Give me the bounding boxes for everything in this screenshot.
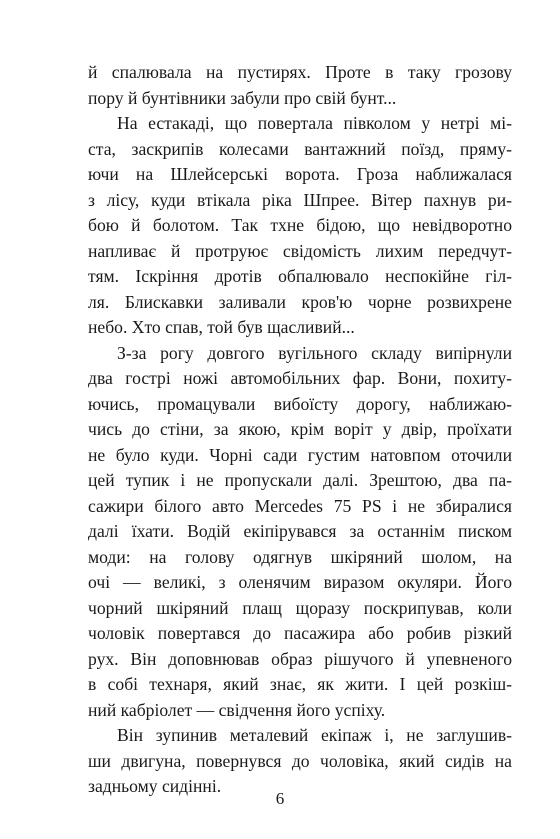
text-line: небо. Хто спав, той був щасливий...: [88, 317, 355, 337]
text-line: Він зупинив металевий екіпаж і, не заглушив-: [117, 725, 512, 745]
text-line: чорний шкіряний плащ щоразу поскрипував, коли: [88, 597, 512, 618]
text-line: ючи на Шлейсерські ворота. Гроза наближалася: [88, 164, 512, 184]
text-line: далі їхати. Водій екіпірувався за останнім писком: [88, 521, 512, 541]
text-line: ний кабріолет — свідчення його успіху.: [88, 699, 386, 720]
text-line: задньому сидінні.: [88, 776, 222, 796]
paragraph: [88, 111, 512, 341]
text-line: На естакаді, що повертала півколом у нетрі мі-: [117, 113, 512, 133]
text-line: ля. Блискавки заливали кров'ю чорне розвихрене: [88, 291, 512, 312]
page-number: 6: [275, 789, 285, 808]
text-line: чоловік повертався до пасажира або робив різкий: [88, 623, 512, 643]
text-line: З-за рогу довгого вугільного складу випірнули: [117, 342, 512, 363]
text-line: моди: на голову одягнув шкіряний шолом, на: [88, 546, 512, 567]
text-line: чись до стіни, за якою, крім воріт у двір, проїхати: [88, 419, 512, 439]
text-line: цей тупик і не пропускали далі. Зрештою, два па-: [88, 470, 512, 490]
text-line: ши двигуна, повернувся до чоловіка, який сидів на: [88, 750, 512, 771]
text-line: напливає й протруює свідомість лихим передчут-: [88, 240, 512, 261]
text-line: тям. Іскріння дротів обпалювало неспокійне гіл-: [88, 266, 512, 286]
text-line: ста, заскрипів колесами вантажний поїзд, пряму-: [88, 138, 512, 159]
text-line: не було куди. Чорні сади густим натовпом оточили: [88, 444, 512, 465]
text-line: в собі технаря, який знає, як жити. І цей розкіш-: [88, 674, 512, 694]
paragraph: [88, 60, 512, 111]
text-line: з лісу, куди втікала ріка Шпрее. Вітер пахнув ри-: [88, 189, 512, 210]
page-body: [88, 60, 512, 800]
text-line: два гострі ножі автомобільних фар. Вони, похиту-: [88, 368, 512, 388]
text-line: сажири білого авто Mercedes 75 PS і не збиралися: [88, 495, 512, 516]
text-line: й спалювала на пустирях. Проте в таку грозову: [88, 62, 512, 82]
text-line: пору й бунтівники забули про свій бунт...: [88, 87, 397, 108]
text-line: очі — великі, з оленячим виразом окуляри. Його: [88, 572, 512, 592]
paragraph: [88, 341, 512, 724]
text-line: рух. Він доповнював образ рішучого й упевненого: [88, 648, 512, 669]
text-line: ючись, промацували вибоїсту дорогу, наближаю-: [88, 393, 512, 414]
text-line: бою й болотом. Так тхне бідою, що невідворотно: [88, 215, 512, 235]
